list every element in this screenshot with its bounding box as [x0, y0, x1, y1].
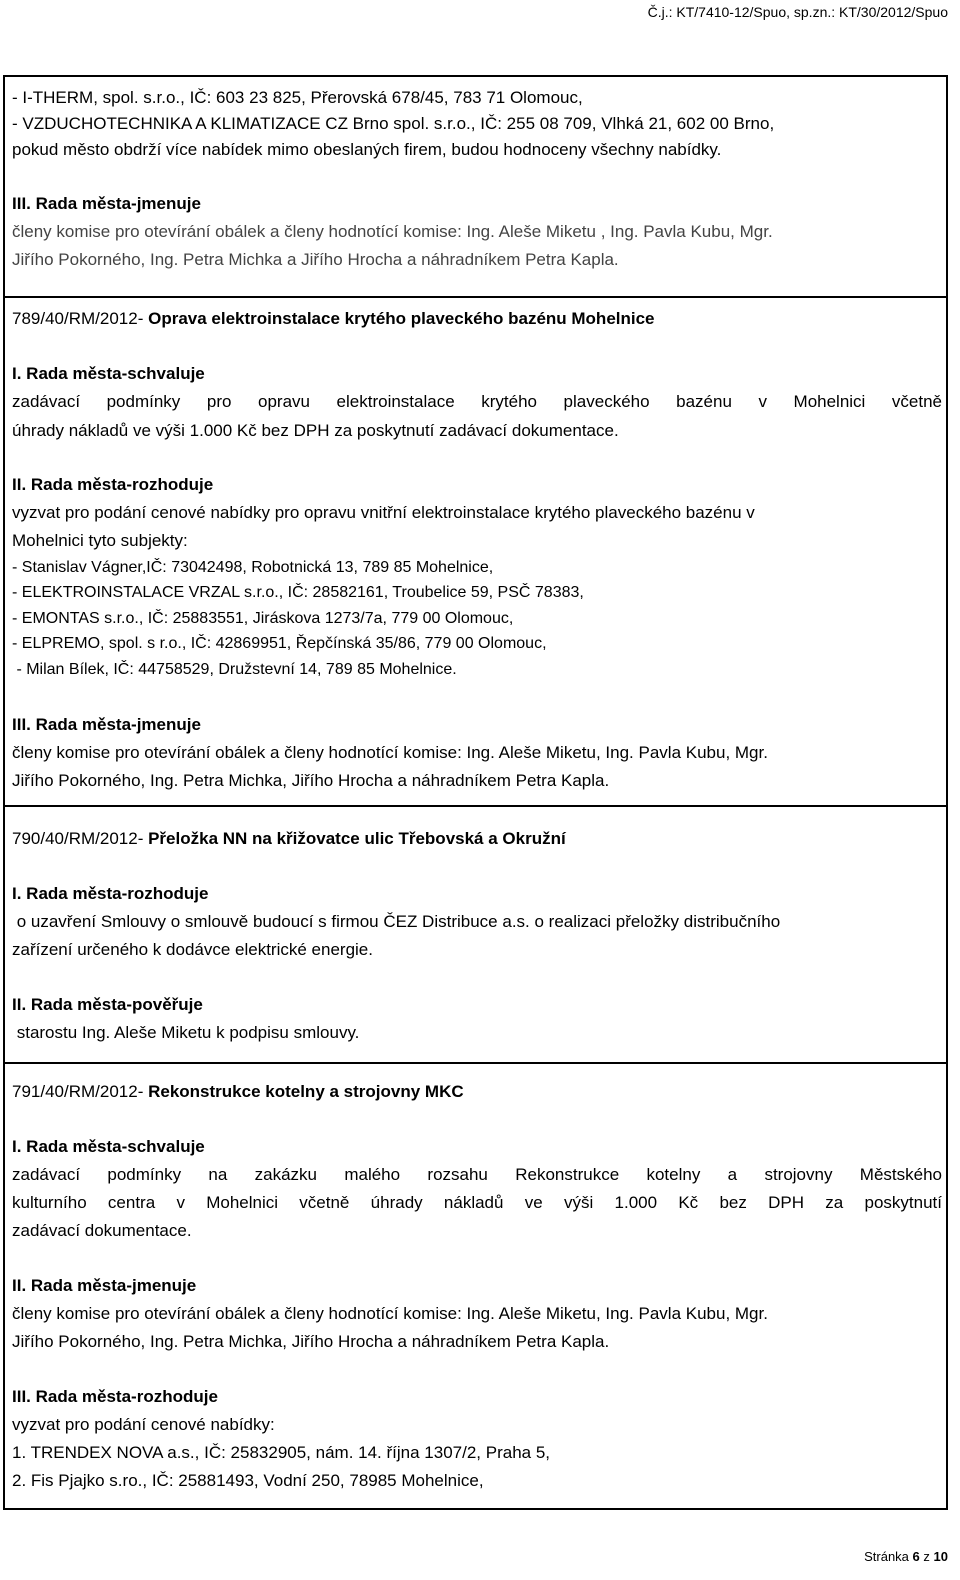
body-text: zařízení určeného k dodávce elektrické energie.: [12, 940, 373, 959]
list-item: 1. TRENDEX NOVA a.s., IČ: 25832905, nám. 14. října 1307/2, Praha 5,: [12, 1443, 550, 1462]
body-text: vyzvat pro podání cenové nabídky:: [12, 1415, 275, 1434]
resolution-title: [12, 309, 655, 329]
body-text: Mohelnici tyto subjekty:: [12, 531, 188, 550]
body-text: členy komise pro otevírání obálek a členy hodnotící komise: Ing. Aleše Miketu, Ing. Pavla Kubu, Mgr.: [12, 1304, 768, 1323]
page-total: 10: [933, 1549, 948, 1564]
body-text: úhrady nákladů ve výši 1.000 Kč bez DPH za poskytnutí zadávací dokumentace.: [12, 421, 619, 440]
resolution-number: 790/40/RM/2012-: [12, 829, 149, 848]
body-text: o uzavření Smlouvy o smlouvě budoucí s firmou ČEZ Distribuce a.s. o realizaci přeložky distribučního: [12, 912, 781, 931]
resolution-title: [12, 829, 566, 849]
body-text: pokud město obdrží více nabídek mimo obeslaných firem, budou hodnoceny všechny nabídky.: [12, 140, 722, 159]
body-text: kulturního centra v Mohelnici včetně úhrady nákladů ve výši 1.000 Kč bez DPH za poskytnutí: [12, 1193, 942, 1212]
resolution-heading: III. Rada města-jmenuje: [12, 194, 201, 213]
body-text: členy komise pro otevírání obálek a členy hodnotící komise: Ing. Aleše Miketu, Ing. Pavla Kubu, Mgr.: [12, 743, 768, 762]
list-item: - ELEKTROINSTALACE VRZAL s.r.o., IČ: 28582161, Troubelice 59, PSČ 78383,: [12, 584, 584, 601]
page-footer: [864, 1549, 948, 1564]
body-text: zadávací podmínky pro opravu elektroinstalace krytého plaveckého bazénu v Mohelnici včetně: [12, 392, 942, 411]
list-item: - Stanislav Vágner,IČ: 73042498, Robotnická 13, 789 85 Mohelnice,: [12, 559, 494, 576]
section-divider: [3, 296, 948, 298]
bidder-line: - VZDUCHOTECHNIKA A KLIMATIZACE CZ Brno spol. s.r.o., IČ: 255 08 709, Vlhká 21, 602 00 Brno,: [12, 114, 775, 133]
resolution-heading: II. Rada města-jmenuje: [12, 1276, 197, 1295]
resolution-heading: I. Rada města-schvaluje: [12, 1137, 205, 1156]
body-text: zadávací podmínky na zakázku malého rozsahu Rekonstrukce kotelny a strojovny Městského: [12, 1165, 942, 1184]
resolution-heading: III. Rada města-rozhoduje: [12, 1387, 218, 1406]
resolution-heading: III. Rada města-jmenuje: [12, 715, 201, 734]
list-item: 2. Fis Pjajko s.ro., IČ: 25881493, Vodní 250, 78985 Mohelnice,: [12, 1471, 484, 1490]
list-item: - ELPREMO, spol. s r.o., IČ: 42869951, Řepčínská 35/86, 779 00 Olomouc,: [12, 635, 547, 652]
resolution-heading: II. Rada města-rozhoduje: [12, 475, 214, 494]
resolution-subject: Rekonstrukce kotelny a strojovny MKC: [148, 1082, 464, 1101]
body-text: Jiřího Pokorného, Ing. Petra Michka a Jiřího Hrocha a náhradníkem Petra Kapla.: [12, 250, 619, 269]
page-number: 6: [912, 1549, 920, 1564]
bidder-line: - I-THERM, spol. s.r.o., IČ: 603 23 825, Přerovská 678/45, 783 71 Olomouc,: [12, 88, 583, 107]
resolution-heading: I. Rada města-schvaluje: [12, 364, 205, 383]
body-text: starostu Ing. Aleše Miketu k podpisu smlouvy.: [12, 1023, 360, 1042]
resolution-number: 789/40/RM/2012-: [12, 309, 149, 328]
resolution-subject: Oprava elektroinstalace krytého plaveckého bazénu Mohelnice: [148, 309, 655, 328]
page-of-label: z: [923, 1549, 930, 1564]
resolution-number: 791/40/RM/2012-: [12, 1082, 149, 1101]
page-label: Stránka: [864, 1549, 909, 1564]
section-divider: [3, 1062, 948, 1064]
resolution-subject: Přeložka NN na křižovatce ulic Třebovská a Okružní: [148, 829, 566, 848]
body-text: zadávací dokumentace.: [12, 1221, 192, 1240]
list-item: - Milan Bílek, IČ: 44758529, Družstevní 14, 789 85 Mohelnice.: [12, 661, 457, 678]
list-item: - EMONTAS s.r.o., IČ: 25883551, Jiráskova 1273/7a, 779 00 Olomouc,: [12, 610, 514, 627]
body-text: Jiřího Pokorného, Ing. Petra Michka, Jiřího Hrocha a náhradníkem Petra Kapla.: [12, 1332, 610, 1351]
document-reference: Č.j.: KT/7410-12/Spuo, sp.zn.: KT/30/2012/Spuo: [647, 4, 948, 20]
body-text: členy komise pro otevírání obálek a členy hodnotící komise: Ing. Aleše Miketu , Ing. Pavla Kubu, Mgr.: [12, 222, 773, 241]
section-divider: [3, 805, 948, 807]
resolution-heading: II. Rada města-pověřuje: [12, 995, 203, 1014]
resolution-title: [12, 1082, 464, 1102]
body-text: Jiřího Pokorného, Ing. Petra Michka, Jiřího Hrocha a náhradníkem Petra Kapla.: [12, 771, 610, 790]
resolution-heading: I. Rada města-rozhoduje: [12, 884, 209, 903]
body-text: vyzvat pro podání cenové nabídky pro opravu vnitřní elektroinstalace krytého plaveckého bazénu v: [12, 503, 755, 522]
